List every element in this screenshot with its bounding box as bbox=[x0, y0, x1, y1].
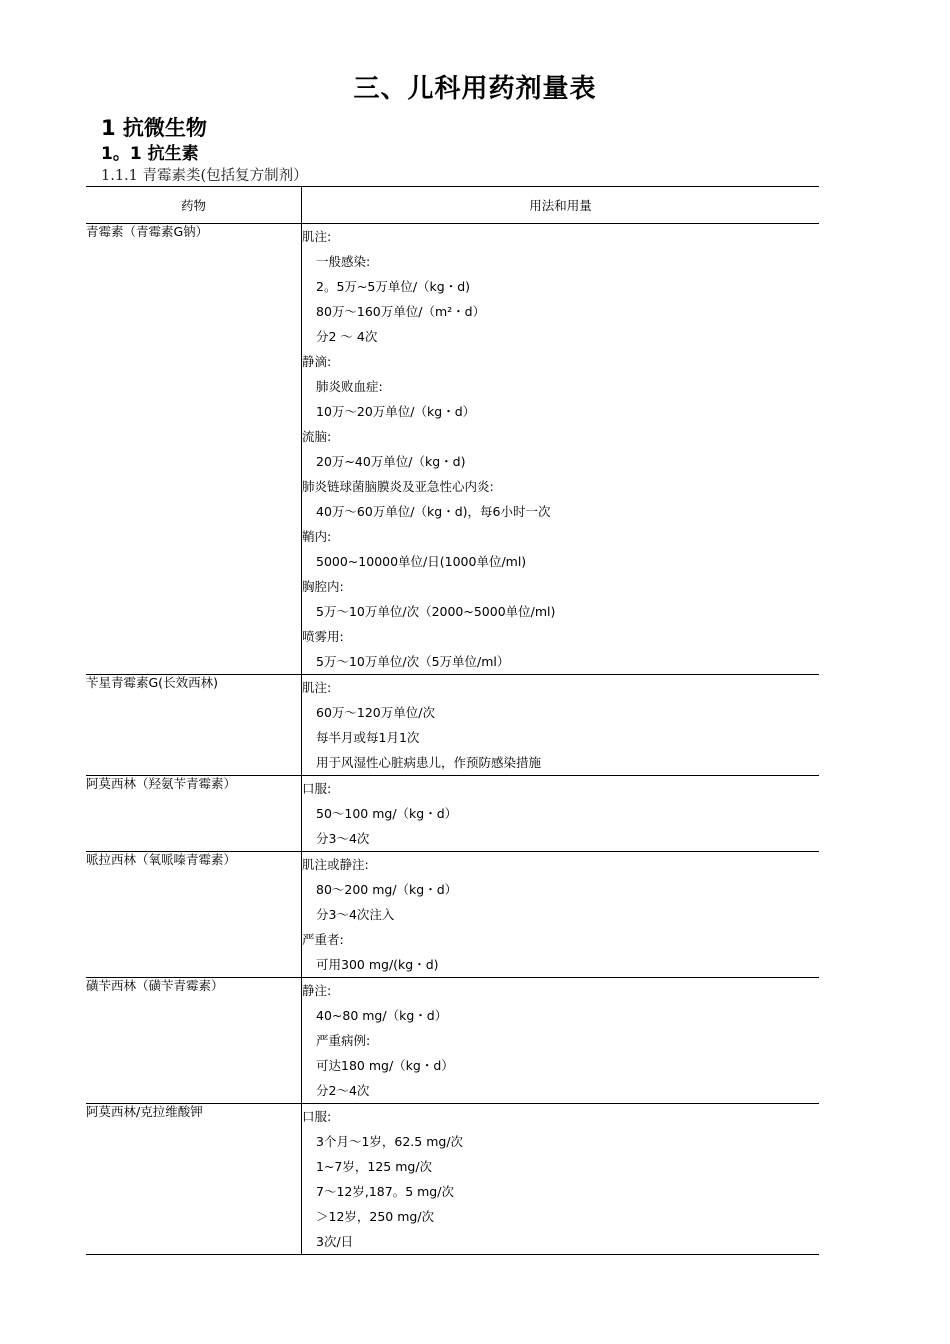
usage-cell bbox=[302, 852, 820, 978]
drug-name-cell: 阿莫西林（羟氨苄青霉素） bbox=[86, 776, 302, 852]
dosage-line: 分3～4次 bbox=[316, 831, 370, 846]
dosage-line: 分2 ～ 4次 bbox=[316, 329, 378, 344]
dosage-table-body bbox=[86, 224, 819, 1255]
dosage-line: 严重病例: bbox=[316, 1033, 371, 1048]
dosage-line: 20万~40万单位/（kg・d) bbox=[316, 454, 466, 469]
dosage-line: 可用300 mg/(kg・d) bbox=[316, 957, 439, 972]
route-label: 肌注或静注: bbox=[302, 857, 369, 872]
header-drug: 药物 bbox=[86, 187, 302, 224]
route-label: 胸腔内: bbox=[302, 579, 344, 594]
usage-cell bbox=[302, 776, 820, 852]
subsubsection-heading: 1.1.1 青霉素类(包括复方制剂） bbox=[101, 168, 308, 184]
route-label: 肌注: bbox=[302, 229, 332, 244]
dosage-line: 用于风湿性心脏病患儿，作预防感染措施 bbox=[316, 755, 542, 770]
route-label: 喷雾用: bbox=[302, 629, 344, 644]
dosage-line: 2。5万~5万单位/（kg・d) bbox=[316, 279, 471, 294]
dosage-line: 40~80 mg/（kg・d） bbox=[316, 1008, 448, 1023]
usage-cell bbox=[302, 224, 820, 675]
table-row bbox=[86, 776, 819, 852]
usage-cell bbox=[302, 1104, 820, 1255]
table-header-row bbox=[86, 187, 819, 224]
table-row bbox=[86, 978, 819, 1104]
route-label: 流脑: bbox=[302, 429, 332, 444]
route-label: 肺炎链球菌脑膜炎及亚急性心内炎: bbox=[302, 479, 494, 494]
dosage-line: 5万～10万单位/次（5万单位/ml） bbox=[316, 654, 510, 669]
table-row bbox=[86, 1104, 819, 1255]
dosage-line: 分2～4次 bbox=[316, 1083, 370, 1098]
route-label: 严重者: bbox=[302, 932, 344, 947]
table-row bbox=[86, 675, 819, 776]
dosage-line: ＞12岁，250 mg/次 bbox=[316, 1209, 435, 1224]
table-row bbox=[86, 224, 819, 675]
dosage-line: 可达180 mg/（kg・d） bbox=[316, 1058, 454, 1073]
route-label: 口服: bbox=[302, 1109, 332, 1124]
route-label: 静滴: bbox=[302, 354, 332, 369]
dosage-line: 60万～120万单位/次 bbox=[316, 705, 435, 720]
drug-name-cell: 磺苄西林（磺苄青霉素） bbox=[86, 978, 302, 1104]
route-label: 肌注: bbox=[302, 680, 332, 695]
subsection-heading: 1。1 抗生素 bbox=[101, 144, 199, 164]
section-heading: 1 抗微生物 bbox=[101, 116, 207, 140]
dosage-line: 50～100 mg/（kg・d） bbox=[316, 806, 458, 821]
dosage-line: 1~7岁，125 mg/次 bbox=[316, 1159, 433, 1174]
dosage-line: 3次/日 bbox=[316, 1234, 354, 1249]
dosage-line: 5万～10万单位/次（2000~5000单位/ml) bbox=[316, 604, 556, 619]
document-title: 三、儿科用药剂量表 bbox=[353, 74, 597, 104]
dosage-line: 80～200 mg/（kg・d） bbox=[316, 882, 458, 897]
dosage-table bbox=[86, 186, 819, 1255]
dosage-line: 7～12岁,187。5 mg/次 bbox=[316, 1184, 454, 1199]
dosage-line: 3个月～1岁，62.5 mg/次 bbox=[316, 1134, 464, 1149]
route-label: 静注: bbox=[302, 983, 332, 998]
usage-cell bbox=[302, 675, 820, 776]
dosage-line: 一般感染: bbox=[316, 254, 371, 269]
drug-name-cell: 哌拉西林（氧哌嗪青霉素） bbox=[86, 852, 302, 978]
dosage-line: 分3～4次注入 bbox=[316, 907, 395, 922]
header-usage: 用法和用量 bbox=[302, 187, 820, 224]
dosage-line: 40万～60万单位/（kg・d)，每6小时一次 bbox=[316, 504, 551, 519]
drug-name-cell: 阿莫西林/克拉维酸钾 bbox=[86, 1104, 302, 1255]
dosage-line: 5000~10000单位/日(1000单位/ml) bbox=[316, 554, 527, 569]
usage-cell bbox=[302, 978, 820, 1104]
dosage-line: 肺炎败血症: bbox=[316, 379, 383, 394]
route-label: 鞘内: bbox=[302, 529, 332, 544]
dosage-line: 80万～160万单位/（m²・d） bbox=[316, 304, 486, 319]
drug-name-cell: 苄星青霉素G(长效西林) bbox=[86, 675, 302, 776]
dosage-line: 每半月或每1月1次 bbox=[316, 730, 420, 745]
drug-name-cell: 青霉素（青霉素G钠） bbox=[86, 224, 302, 675]
route-label: 口服: bbox=[302, 781, 332, 796]
dosage-line: 10万～20万单位/（kg・d） bbox=[316, 404, 476, 419]
table-row bbox=[86, 852, 819, 978]
